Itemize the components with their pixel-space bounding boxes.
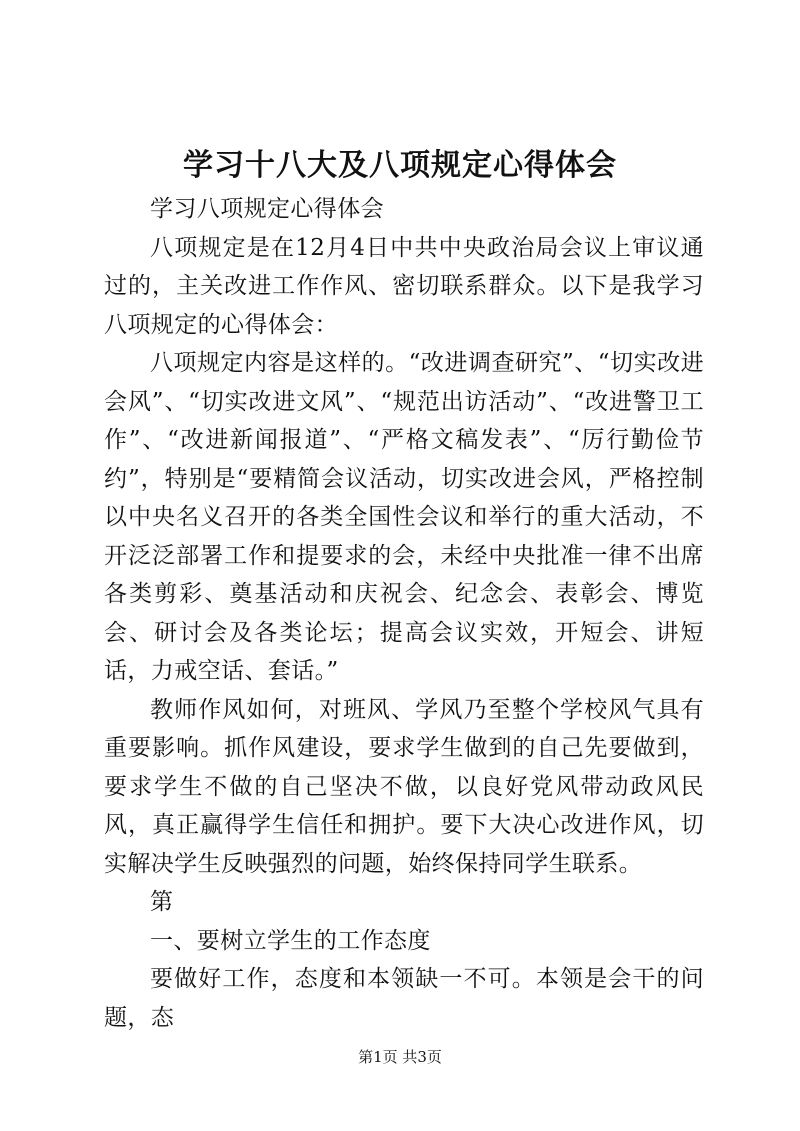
paragraph-subtitle: 学习八项规定心得体会 — [150, 196, 384, 222]
paragraph-section-marker: 第 — [150, 889, 174, 915]
paragraph-rules-content: 八项规定内容是这样的。“改进调查研究”、“切实改进会风”、“切实改进文风”、“规范出访活动”、“改进警卫工作”、“改进新闻报道”、“严格文稿发表”、“厉行勤俭节约”，特别是“要精简会议活动，切实改进会风，严格控制以中央名义召开的各类全国性会议和举行的重大活动，不开泛泛部署工作和提要求的会，未经中央批准一律不出席各类剪彩、奠基活动和庆祝会、纪念会、表彰会、博览会、研讨会及各类论坛；提高会议实效，开短会、讲短话，力戒空话、套话。” — [104, 350, 704, 684]
paragraph-teacher-style: 教师作风如何，对班风、学风乃至整个学校风气具有重要影响。抓作风建设，要求学生做到的自己先要做到，要求学生不做的自己坚决不做，以良好党风带动政风民风，真正赢得学生信任和拥护。要下大决心改进作风，切实解决学生反映强烈的问题，始终保持同学生联系。 — [104, 696, 704, 877]
page-footer: 第1页 共3页 — [358, 1048, 442, 1066]
document-title: 学习十八大及八项规定心得体会 — [183, 148, 617, 183]
document-body — [104, 190, 704, 1037]
paragraph-intro: 八项规定是在12月4日中共中央政治局会议上审议通过的，主关改进工作作风、密切联系群众。以下是我学习八项规定的心得体会： — [104, 234, 704, 338]
section-heading: 一、要树立学生的工作态度 — [150, 927, 431, 954]
paragraph-attitude: 要做好工作，态度和本领缺一不可。本领是会干的问题，态 — [104, 966, 704, 1031]
